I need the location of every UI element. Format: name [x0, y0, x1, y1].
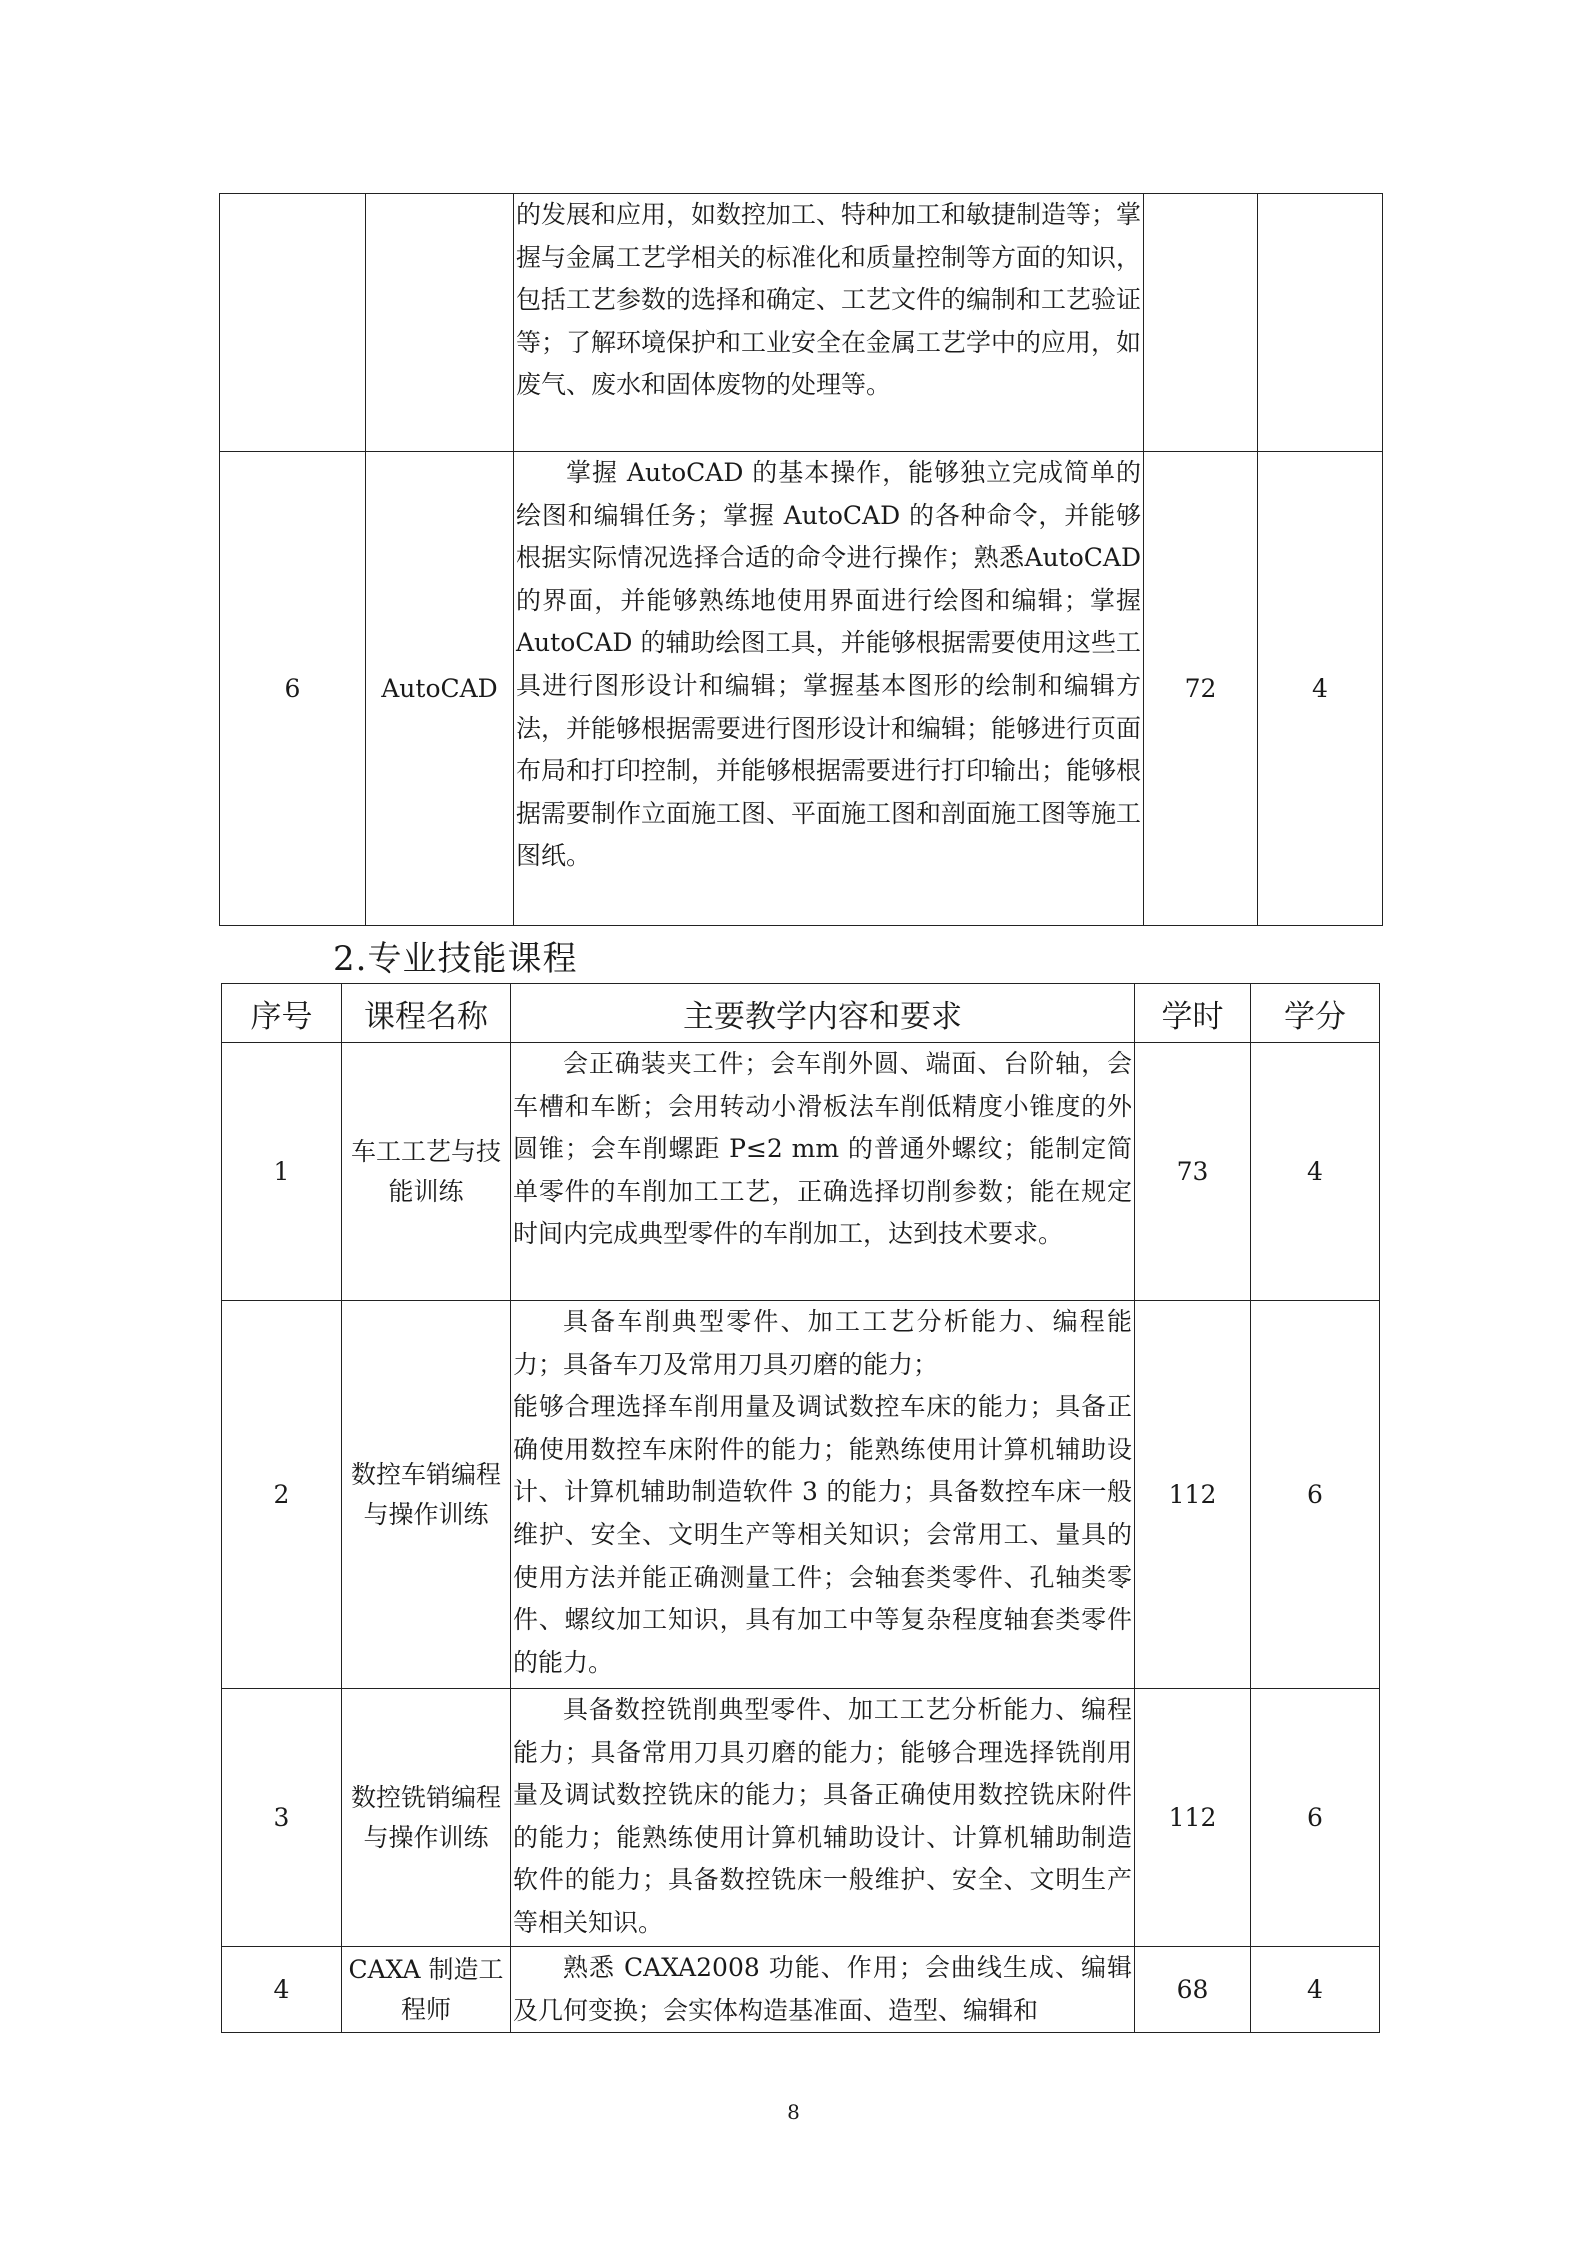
page-number: 8 — [787, 2100, 800, 2124]
table-row — [222, 1301, 1380, 1689]
course-index: 6 — [220, 452, 366, 926]
header-description: 主要教学内容和要求 — [511, 984, 1135, 1043]
table-row — [222, 1689, 1380, 1947]
course-index: 1 — [222, 1043, 342, 1301]
course-description: 熟悉 CAXA2008 功能、作用；会曲线生成、编辑及几何变换；会实体构造基准面、造型、编辑和 — [511, 1947, 1135, 2033]
header-hours: 学时 — [1135, 984, 1251, 1043]
course-description: 的发展和应用，如数控加工、特种加工和敏捷制造等；掌握与金属工艺学相关的标准化和质量控制等方面的知识，包括工艺参数的选择和确定、工艺文件的编制和工艺验证等；了解环境保护和工业安全在金属工艺学中的应用，如废气、废水和固体废物的处理等。 — [514, 194, 1144, 452]
course-description: 具备车削典型零件、加工工艺分析能力、编程能力；具备车刀及常用刀具刃磨的能力； 能够合理选择车削用量及调试数控车床的能力；具备正确使用数控车床附件的能力；能熟练使用计算机辅助设计、计算机辅助制造软件 3 的能力；具备数控车床一般维护、安全、文明生产等相关知识；会常用工、量具的使用方法并能正确测量工件；会轴套类零件、孔轴类零件、螺纹加工知识，具有加工中等复杂程度轴套类零件的能力。 — [511, 1301, 1135, 1689]
header-name: 课程名称 — [342, 984, 511, 1043]
course-hours — [1144, 194, 1258, 452]
course-credits: 4 — [1251, 1043, 1380, 1301]
course-index: 2 — [222, 1301, 342, 1689]
section-title: 2.专业技能课程 — [333, 939, 578, 979]
course-hours: 112 — [1135, 1301, 1251, 1689]
course-name: AutoCAD — [366, 452, 514, 926]
skills-course-table — [221, 983, 1380, 2033]
course-index — [220, 194, 366, 452]
course-name: CAXA 制造工程师 — [342, 1947, 511, 2033]
course-hours: 73 — [1135, 1043, 1251, 1301]
course-hours: 112 — [1135, 1689, 1251, 1947]
course-description: 掌握 AutoCAD 的基本操作，能够独立完成简单的绘图和编辑任务；掌握 AutoCAD 的各种命令，并能够根据实际情况选择合适的命令进行操作；熟悉AutoCAD 的界面，并能够熟练地使用界面进行绘图和编辑；掌握 AutoCAD 的辅助绘图工具，并能够根据需要使用这些工具进行图形设计和编辑；掌握基本图形的绘制和编辑方法，并能够根据需要进行图形设计和编辑；能够进行页面布局和打印控制，并能够根据需要进行打印输出；能够根据需要制作立面施工图、平面施工图和剖面施工图等施工图纸。 — [514, 452, 1144, 926]
course-table-continued — [219, 193, 1383, 926]
course-index: 4 — [222, 1947, 342, 2033]
course-credits: 6 — [1251, 1301, 1380, 1689]
table-header-row — [222, 984, 1380, 1043]
table-row — [220, 194, 1383, 452]
header-index: 序号 — [222, 984, 342, 1043]
course-description: 具备数控铣削典型零件、加工工艺分析能力、编程能力；具备常用刀具刃磨的能力；能够合理选择铣削用量及调试数控铣床的能力；具备正确使用数控铣床附件的能力；能熟练使用计算机辅助设计、计算机辅助制造软件的能力；具备数控铣床一般维护、安全、文明生产等相关知识。 — [511, 1689, 1135, 1947]
course-name: 车工工艺与技能训练 — [342, 1043, 511, 1301]
table-row — [220, 452, 1383, 926]
course-name: 数控铣销编程与操作训练 — [342, 1689, 511, 1947]
course-credits: 6 — [1251, 1689, 1380, 1947]
table-row — [222, 1043, 1380, 1301]
course-credits — [1258, 194, 1383, 452]
course-credits: 4 — [1251, 1947, 1380, 2033]
course-index: 3 — [222, 1689, 342, 1947]
course-name — [366, 194, 514, 452]
header-credits: 学分 — [1251, 984, 1380, 1043]
course-hours: 68 — [1135, 1947, 1251, 2033]
course-hours: 72 — [1144, 452, 1258, 926]
table-row — [222, 1947, 1380, 2033]
course-credits: 4 — [1258, 452, 1383, 926]
course-description: 会正确装夹工件；会车削外圆、端面、台阶轴，会车槽和车断；会用转动小滑板法车削低精度小锥度的外圆锥；会车削螺距 P≤2 mm 的普通外螺纹；能制定简单零件的车削加工工艺，正确选择切削参数；能在规定时间内完成典型零件的车削加工，达到技术要求。 — [511, 1043, 1135, 1301]
course-name: 数控车销编程与操作训练 — [342, 1301, 511, 1689]
